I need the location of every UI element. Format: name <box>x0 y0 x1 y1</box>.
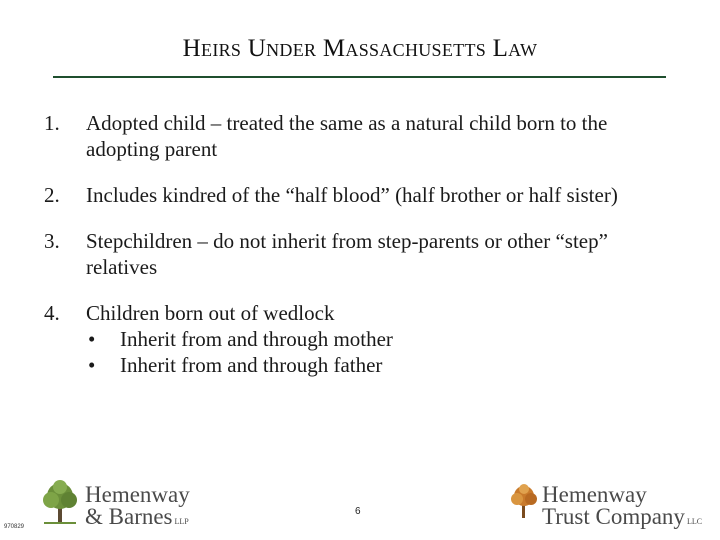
item-text: Stepchildren – do not inherit from step-parents or other “step” relatives <box>86 229 608 279</box>
hemenway-trust-logo <box>508 478 708 528</box>
logo-line-2 <box>85 506 190 533</box>
hemenway-barnes-logo <box>40 478 230 528</box>
title-divider <box>53 76 666 78</box>
sub-bullet-text: Inherit from and through father <box>120 353 383 377</box>
logo-line-2 <box>542 506 702 533</box>
sub-bullet-text: Inherit from and through mother <box>120 327 393 351</box>
sub-bullet <box>86 352 684 378</box>
sub-bullet <box>86 326 684 352</box>
logo-line-2-text: & Barnes <box>85 504 173 529</box>
item-number: 2. <box>44 183 60 207</box>
logo-line-1: Hemenway <box>542 482 647 507</box>
item-number: 4. <box>44 301 60 325</box>
item-text: Adopted child – treated the same as a natural child born to the adopting parent <box>86 111 608 161</box>
document-code: 970829 <box>4 524 25 530</box>
logo-wordmark <box>542 484 702 533</box>
list-item <box>44 110 684 162</box>
logo-line-2-text: Trust Company <box>542 504 685 529</box>
numbered-list <box>44 110 684 398</box>
logo-wordmark <box>85 484 190 533</box>
item-number: 1. <box>44 111 60 135</box>
logo-suffix: LLP <box>174 517 189 526</box>
logo-line-1: Hemenway <box>85 482 190 507</box>
bullet-icon: • <box>88 327 96 351</box>
list-item <box>44 228 684 280</box>
tree-icon <box>508 482 540 522</box>
item-number: 3. <box>44 229 60 253</box>
list-item <box>44 300 684 378</box>
tree-icon <box>40 478 80 526</box>
logo-suffix: LLC <box>686 517 703 526</box>
item-text: Includes kindred of the “half blood” (half brother or half sister) <box>86 183 618 207</box>
item-text: Children born out of wedlock <box>86 301 335 325</box>
page-title: Heirs Under Massachusetts Law <box>182 35 538 62</box>
page-number: 6 <box>355 506 361 517</box>
bullet-icon: • <box>88 353 96 377</box>
list-item <box>44 182 684 208</box>
